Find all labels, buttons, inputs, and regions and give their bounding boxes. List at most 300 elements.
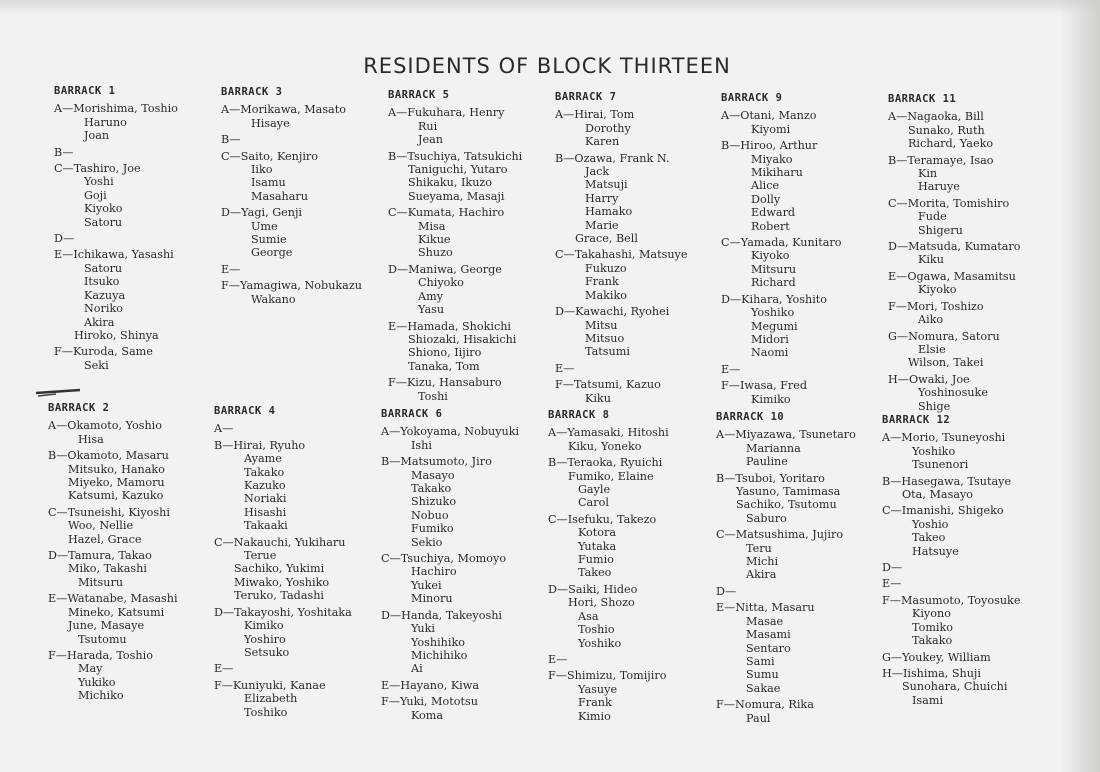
apartment-head-resident: E—Hayano, Kiwa [381,678,480,692]
family-member-name: Shige [918,399,951,413]
family-member-name: Miyeko, Mamoru [68,476,165,490]
family-member-name: Miyako [751,152,793,166]
apartment-entry [555,152,727,246]
apartment-head-resident: E—Nitta, Masaru [716,601,815,615]
family-member-name: Goji [84,188,107,202]
apartment-head-resident: C—Kumata, Hachiro [388,206,505,220]
family-member-name: Sakae [746,681,781,695]
family-member-name: Ishi [411,438,432,452]
apartment-head-resident: F—Yuki, Mototsu [381,695,478,709]
apartment-entry [48,449,220,503]
barrack-section [555,91,727,408]
family-member-name: Marianna [746,441,801,455]
family-member-name: Asa [578,609,599,623]
family-member-name: Michi [746,555,779,569]
apartment-head-resident: D— [54,232,75,246]
apartment-entry [54,232,226,245]
apartment-entry [54,248,226,342]
family-member-name: Hiroko, Shinya [74,328,159,342]
family-member-name: Hatsuye [912,544,959,558]
apartment-head-resident: F—Kuniyuki, Kanae [214,678,326,692]
family-member-name: Dorothy [585,121,631,135]
family-member-name: Satoru [84,215,123,229]
family-member-name: Hisaye [251,116,290,130]
page-shadow-right [1060,0,1100,772]
family-member-name: Takaaki [244,519,288,533]
family-member-name: Nobuo [411,508,449,522]
family-member-name: Kotora [578,526,617,540]
apartment-head-resident: F—Yamagiwa, Nobukazu [221,279,362,293]
apartment-head-resident: C—Takahashi, Matsuye [555,248,688,262]
apartment-head-resident: B—Tsuchiya, Tatsukichi [388,149,523,163]
apartment-entry [716,428,888,468]
family-member-name: Ayame [244,452,282,466]
family-member-name: Sumu [746,668,779,682]
barrack-section [716,411,888,728]
apartment-head-resident: E—Hamada, Shokichi [388,319,512,333]
family-member-name: Takeo [912,531,946,545]
family-member-name: Fumio [578,553,614,567]
apartment-head-resident: D—Matsuda, Kumataro [888,240,1021,254]
family-member-name: Hamako [585,205,633,219]
family-member-name: Ota, Masayo [902,488,974,502]
family-member-name: Toshi [418,389,448,403]
family-member-name: Mikiharu [751,166,803,180]
apartment-entry [388,376,560,403]
family-member-name: Yutaka [578,539,617,553]
apartment-entry [882,561,1054,574]
apartment-entry [548,583,720,650]
family-member-name: Shizuko [411,495,457,509]
family-member-name: Setsuko [244,645,290,659]
barrack-heading: BARRACK 7 [555,91,617,103]
apartment-head-resident: D—Kihara, Yoshito [721,292,828,306]
apartment-entry [721,379,893,406]
apartment-head-resident: G—Youkey, William [882,650,991,664]
family-member-name: Misa [418,219,446,233]
family-member-name: Sami [746,654,775,668]
apartment-entry [48,549,220,589]
apartment-head-resident: H—Iishima, Shuji [882,666,981,680]
family-member-name: Yoshi [84,175,114,189]
family-member-name: Masami [746,628,791,642]
apartment-entry [888,240,1060,267]
family-member-name: Sachiko, Tsutomu [736,498,837,512]
family-member-name: Terue [244,549,277,563]
family-member-name: Kimiko [751,392,791,406]
family-member-name: Wakano [251,292,296,306]
apartment-entry [381,552,553,606]
family-member-name: Koma [411,708,444,722]
apartment-entry [214,422,386,435]
apartment-head-resident: A—Okamoto, Yoshio [48,419,162,433]
apartment-head-resident: F—Tatsumi, Kazuo [555,378,661,392]
family-member-name: Shigeru [918,223,963,237]
family-member-name: Kikue [418,233,451,247]
family-member-name: Chiyoko [418,276,464,290]
apartment-head-resident: B—Hiroo, Arthur [721,139,818,153]
barrack-section [221,86,393,309]
family-member-name: Itsuko [84,275,120,289]
apartment-head-resident: B—Teraoka, Ryuichi [548,456,663,470]
apartment-entry [555,248,727,302]
family-member-name: Mitsu [585,318,618,332]
apartment-entry [716,472,888,526]
family-member-name: Yoshinosuke [918,386,988,400]
apartment-entry [48,649,220,703]
family-member-name: Frank [585,275,619,289]
apartment-head-resident: D— [716,584,737,598]
barrack-section [882,414,1054,710]
page-title: RESIDENTS OF BLOCK THIRTEEN [363,54,731,78]
apartment-head-resident: A—Morikawa, Masato [221,103,346,117]
apartment-entry [548,653,720,666]
apartment-entry [721,293,893,360]
family-member-name: Marie [585,218,619,232]
barrack-heading: BARRACK 6 [381,408,443,420]
apartment-entry [882,504,1054,558]
barrack-heading: BARRACK 12 [882,414,951,426]
apartment-entry [54,345,226,372]
apartment-entry [716,601,888,695]
apartment-head-resident: C—Saito, Kenjiro [221,149,319,163]
apartment-head-resident: E— [882,577,902,591]
family-member-name: Toshio [578,623,615,637]
family-member-name: Paul [746,711,771,725]
apartment-entry [381,455,553,549]
apartment-head-resident: F—Shimizu, Tomijiro [548,669,667,683]
family-member-name: Kin [918,167,938,181]
family-member-name: Rui [418,119,438,133]
apartment-head-resident: A—Yamasaki, Hitoshi [548,426,669,440]
family-member-name: Yoshio [912,517,949,531]
family-member-name: Kimio [578,709,611,723]
family-member-name: Yoshiro [244,632,286,646]
family-member-name: Tanaka, Tom [408,359,480,373]
barrack-section [381,408,553,725]
family-member-name: Kiyoko [84,202,123,216]
family-member-name: Hazel, Grace [68,532,142,546]
family-member-name: Hisa [78,432,104,446]
family-member-name: Katsumi, Kazuko [68,489,164,503]
family-member-name: Mitsuru [751,262,797,276]
apartment-head-resident: B—Hirai, Ryuho [214,438,306,452]
apartment-entry [555,108,727,148]
apartment-entry [888,270,1060,297]
family-member-name: Teruko, Tadashi [234,589,325,603]
apartment-entry [388,206,560,260]
apartment-entry [221,279,393,306]
apartment-head-resident: E— [721,362,741,376]
apartment-entry [221,263,393,276]
family-member-name: Sekio [411,535,443,549]
family-member-name: Gayle [578,483,611,497]
family-member-name: Naomi [751,346,789,360]
family-member-name: Kiku [918,253,944,267]
apartment-entry [888,373,1060,413]
apartment-entry [716,528,888,582]
family-member-name: Pauline [746,455,788,469]
apartment-head-resident: A—Morishima, Toshio [54,102,178,116]
apartment-entry [721,363,893,376]
barrack-heading: BARRACK 10 [716,411,785,423]
family-member-name: Shikaku, Ikuzo [408,176,493,190]
apartment-head-resident: D—Takayoshi, Yoshitaka [214,605,352,619]
family-member-name: Yoshihiko [411,635,465,649]
family-member-name: Teru [746,541,772,555]
apartment-entry [48,592,220,646]
family-member-name: Elizabeth [244,692,298,706]
apartment-head-resident: A—Hirai, Tom [555,108,635,122]
apartment-head-resident: F—Mori, Toshizo [888,299,984,313]
apartment-entry [548,426,720,453]
family-member-name: Akira [746,568,777,582]
apartment-head-resident: E— [221,262,241,276]
barrack-heading: BARRACK 5 [388,89,450,101]
family-member-name: Haruno [84,115,127,129]
family-member-name: Minoru [411,592,453,606]
apartment-head-resident: E— [548,652,568,666]
apartment-head-resident: C—Imanishi, Shigeko [882,504,1004,518]
apartment-entry [381,679,553,692]
apartment-entry [214,439,386,533]
family-member-name: Shuzo [418,246,453,260]
family-member-name: Kiyomi [751,122,791,136]
family-member-name: Frank [578,696,612,710]
barrack-section [888,93,1060,416]
apartment-entry [888,110,1060,150]
family-member-name: Kiku, Yoneko [568,439,642,453]
apartment-entry [882,475,1054,502]
family-member-name: Takako [411,482,452,496]
family-member-name: Satoru [84,261,123,275]
family-member-name: Hori, Shozo [568,596,635,610]
family-member-name: Yuki [411,622,435,636]
apartment-entry [716,585,888,598]
family-member-name: Tatsumi [585,345,630,359]
family-member-name: Kazuya [84,288,126,302]
family-member-name: Richard, Yaeko [908,137,994,151]
apartment-head-resident: B—Tsuboi, Yoritaro [716,471,825,485]
apartment-entry [555,362,727,375]
apartment-head-resident: A—Otani, Manzo [721,109,817,123]
family-member-name: Shiono, Iijiro [408,346,482,360]
apartment-head-resident: E— [214,662,234,676]
apartment-entry [381,695,553,722]
family-member-name: Jack [585,165,610,179]
family-member-name: Kiku [585,391,611,405]
apartment-entry [214,662,386,675]
family-member-name: Yukei [411,578,442,592]
apartment-entry [721,139,893,233]
family-member-name: Richard [751,276,796,290]
family-member-name: Yoshiko [751,306,795,320]
family-member-name: Ai [411,662,423,676]
apartment-head-resident: A—Miyazawa, Tsunetaro [716,428,856,442]
apartment-head-resident: A—Morio, Tsuneyoshi [882,431,1006,445]
family-member-name: George [251,246,293,260]
family-member-name: Megumi [751,319,798,333]
family-member-name: Makiko [585,288,627,302]
family-member-name: June, Masaye [68,619,145,633]
apartment-entry [54,146,226,159]
apartment-head-resident: F—Harada, Toshio [48,648,153,662]
apartment-entry [716,698,888,725]
apartment-head-resident: D— [882,561,903,575]
apartment-entry [721,236,893,290]
barrack-section [721,92,893,409]
apartment-entry [54,102,226,142]
family-member-name: Alice [751,179,780,193]
family-member-name: Grace, Bell [575,232,638,246]
family-member-name: Yukiko [78,675,116,689]
family-member-name: Sunohara, Chuichi [902,680,1008,694]
family-member-name: Elsie [918,342,946,356]
apartment-head-resident: D—Handa, Takeyoshi [381,608,502,622]
family-member-name: Noriaki [244,492,287,506]
apartment-entry [388,263,560,317]
apartment-head-resident: F—Masumoto, Toyosuke [882,593,1021,607]
family-member-name: Fude [918,210,947,224]
family-member-name: Ume [251,219,278,233]
barrack-heading: BARRACK 8 [548,409,610,421]
family-member-name: Takako [912,634,953,648]
apartment-head-resident: B—Ozawa, Frank N. [555,151,670,165]
apartment-entry [882,594,1054,648]
apartment-entry [214,679,386,719]
family-member-name: Toshiko [244,705,288,719]
apartment-entry [214,606,386,660]
apartment-head-resident: E—Watanabe, Masashi [48,592,178,606]
apartment-entry [882,651,1054,664]
family-member-name: Sumie [251,233,287,247]
family-member-name: Matsuji [585,178,628,192]
family-member-name: Mitsuru [78,575,124,589]
apartment-head-resident: C—Isefuku, Takezo [548,512,657,526]
apartment-entry [381,609,553,676]
apartment-entry [48,419,220,446]
apartment-entry [548,456,720,510]
apartment-head-resident: B—Matsumoto, Jiro [381,455,492,469]
family-member-name: Mitsuo [585,331,625,345]
family-member-name: Edward [751,206,796,220]
apartment-entry [882,431,1054,471]
family-member-name: Michiko [78,689,124,703]
apartment-entry [221,206,393,260]
barrack-heading: BARRACK 4 [214,405,276,417]
apartment-head-resident: H—Owaki, Joe [888,372,970,386]
apartment-head-resident: F—Kizu, Hansaburo [388,376,502,390]
family-member-name: Akira [84,315,115,329]
family-member-name: Kiyoko [751,249,790,263]
family-member-name: Robert [751,219,790,233]
apartment-head-resident: E—Ogawa, Masamitsu [888,269,1016,283]
family-member-name: Fumiko [411,522,454,536]
apartment-entry [888,330,1060,370]
family-member-name: Yasuye [578,682,618,696]
apartment-head-resident: D—Saiki, Hideo [548,582,638,596]
barrack-heading: BARRACK 11 [888,93,957,105]
page-shadow-top [0,0,1100,14]
family-member-name: Masae [746,614,784,628]
apartment-entry [548,669,720,723]
apartment-head-resident: F—Iwasa, Fred [721,379,808,393]
family-member-name: Sunako, Ruth [908,123,985,137]
ink-mark-icon [34,386,82,400]
apartment-head-resident: D—Maniwa, George [388,262,502,276]
apartment-entry [388,320,560,374]
apartment-head-resident: D—Tamura, Takao [48,549,152,563]
family-member-name: Kiyoko [918,283,957,297]
family-member-name: Hachiro [411,565,457,579]
apartment-entry [54,162,226,229]
family-member-name: Kiyono [912,607,951,621]
family-member-name: Haruye [918,180,960,194]
apartment-head-resident: C—Matsushima, Jujiro [716,528,844,542]
family-member-name: Yoshiko [578,636,622,650]
family-member-name: Mineko, Katsumi [68,605,165,619]
apartment-head-resident: B—Okamoto, Masaru [48,449,169,463]
family-member-name: Woo, Nellie [68,519,134,533]
family-member-name: Seki [84,358,109,372]
family-member-name: Yasu [418,303,445,317]
family-member-name: Harry [585,191,619,205]
family-member-name: Yoshiko [912,444,956,458]
barrack-heading: BARRACK 9 [721,92,783,104]
apartment-entry [888,154,1060,194]
family-member-name: Wilson, Takei [908,356,984,370]
family-member-name: Michihiko [411,648,468,662]
apartment-entry [214,536,386,603]
family-member-name: Hisashi [244,505,287,519]
family-member-name: Yasuno, Tamimasa [736,485,841,499]
apartment-head-resident: B—Hasegawa, Tsutaye [882,474,1012,488]
apartment-head-resident: F—Nomura, Rika [716,698,814,712]
apartment-entry [721,109,893,136]
apartment-head-resident: D—Yagi, Genji [221,206,303,220]
apartment-head-resident: D—Kawachi, Ryohei [555,305,670,319]
apartment-entry [882,577,1054,590]
barrack-section [548,409,720,726]
family-member-name: Mitsuko, Hanako [68,462,165,476]
family-member-name: Fukuzo [585,261,627,275]
apartment-entry [888,197,1060,237]
family-member-name: Amy [418,289,444,303]
barrack-heading: BARRACK 3 [221,86,283,98]
family-member-name: Takako [244,465,285,479]
family-member-name: Aiko [918,313,944,327]
apartment-head-resident: B— [221,133,241,147]
apartment-entry [381,425,553,452]
family-member-name: Karen [585,135,620,149]
apartment-head-resident: A—Fukuhara, Henry [388,106,505,120]
family-member-name: Fumiko, Elaine [568,469,654,483]
family-member-name: Miko, Takashi [68,562,147,576]
family-member-name: Carol [578,496,609,510]
apartment-entry [221,133,393,146]
family-member-name: Kazuko [244,479,286,493]
family-member-name: May [78,662,103,676]
apartment-head-resident: F—Kuroda, Same [54,345,153,359]
barrack-section [54,85,226,375]
barrack-section [388,89,560,406]
apartment-head-resident: A— [214,422,234,436]
apartment-head-resident: B—Teramaye, Isao [888,153,994,167]
barrack-section [48,402,220,706]
apartment-entry [388,106,560,146]
family-member-name: Midori [751,332,789,346]
apartment-head-resident: E— [555,361,575,375]
